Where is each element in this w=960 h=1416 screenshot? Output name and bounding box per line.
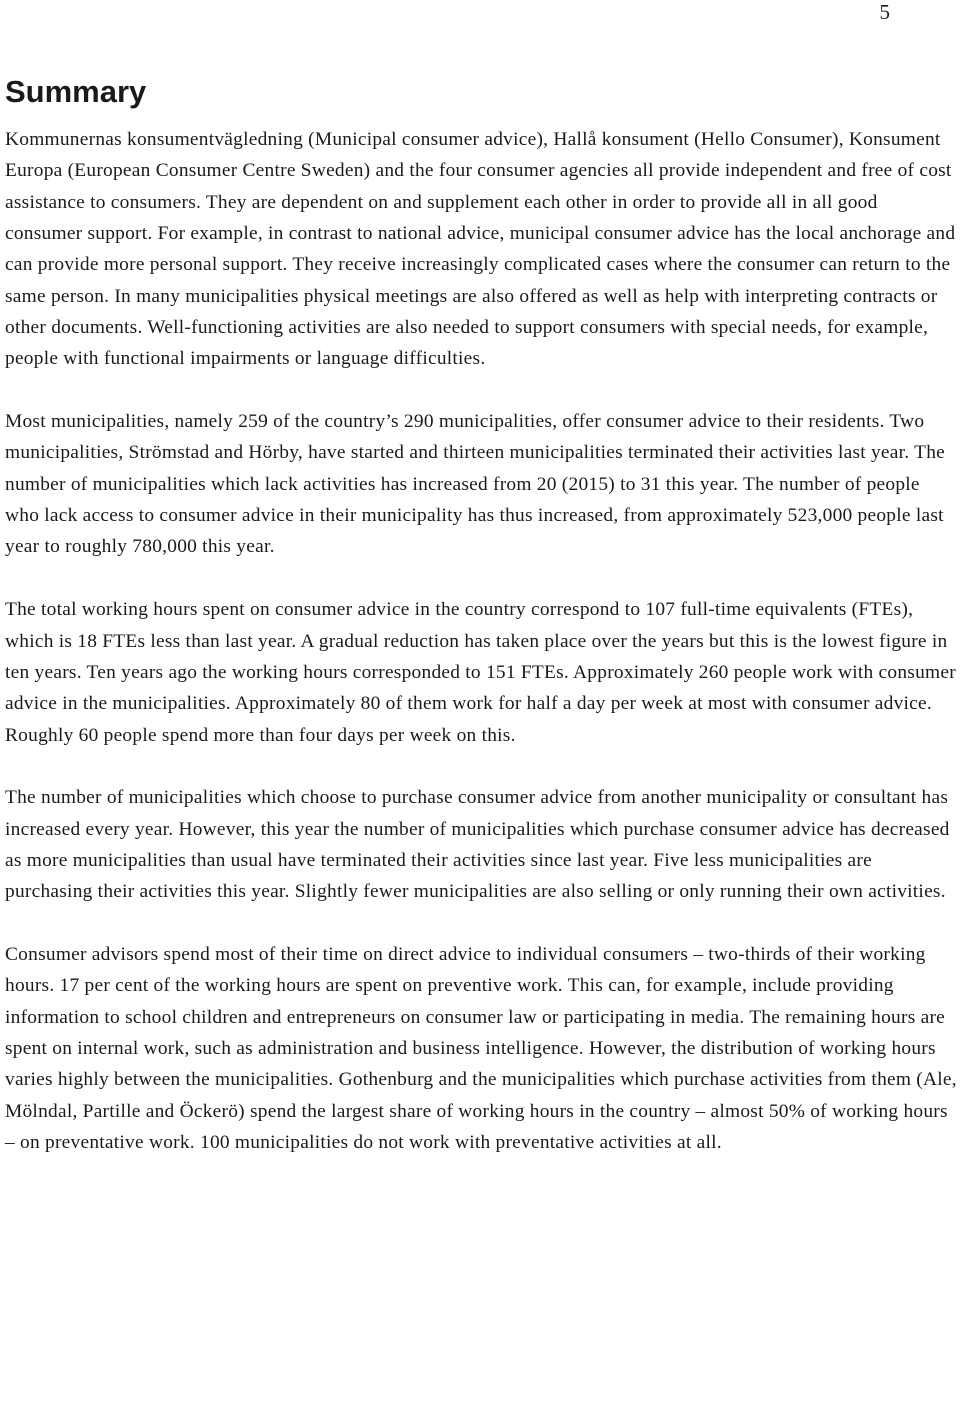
page-number: 5	[879, 0, 890, 24]
paragraph-time-distribution: Consumer advisors spend most of their time on direct advice to individual consumers – two-thirds of their working hours. 17 per cent of the working hours are spent on preventive work. This can, for example, include providing information to school children and entrepreneurs on consumer law or participating in media. The remaining hours are spent on internal work, such as administration and business intelligence. However, the distribution of working hours varies highly between the municipalities. Gothenburg and the municipalities which purchase activities from them (Ale, Mölndal, Partille and Öckerö) spend the largest share of working hours in the country – almost 50% of working hours – on preventative work. 100 municipalities do not work with preventative activities at all.	[5, 943, 957, 1153]
paragraph-municipal-coverage: Most municipalities, namely 259 of the country’s 290 municipalities, offer consumer advice to their residents. Two municipalities, Strömstad and Hörby, have started and thirteen municipalities terminated their activities last year. The number of municipalities which lack activities has increased from 20 (2015) to 31 this year. The number of people who lack access to consumer advice in their municipality has thus increased, from approximately 523,000 people last year to roughly 780,000 this year.	[5, 411, 946, 558]
paragraph-consumer-support: Kommunernas konsumentvägledning (Municipal consumer advice), Hallå konsument (Hello Consumer), Konsument Europa (European Consumer Centre Sweden) and the four consumer agencies all provide independent and free of cost assistance to consumers. They are dependent on and supplement each other in order to provide all in all good consumer support. For example, in contrast to national advice, municipal consumer advice has the local anchorage and can provide more personal support. They receive increasingly complicated cases where the consumer can return to the same person. In many municipalities physical meetings are also offered as well as help with interpreting contracts or other documents. Well-functioning activities are also needed to support consumers with special needs, for example, people with functional impairments or language difficulties.	[5, 129, 956, 370]
summary-body	[5, 124, 958, 1158]
paragraph-purchasing: The number of municipalities which choose to purchase consumer advice from another municipality or consultant has increased every year. However, this year the number of municipalities which purchase consumer advice has decreased as more municipalities than usual have terminated their activities since last year. Five less municipalities are purchasing their activities this year. Slightly fewer municipalities are also selling or only running their own activities.	[5, 787, 950, 903]
paragraph-working-hours: The total working hours spent on consumer advice in the country correspond to 107 full-time equivalents (FTEs), which is 18 FTEs less than last year. A gradual reduction has taken place over the years but this is the lowest figure in ten years. Ten years ago the working hours corresponded to 151 FTEs. Approximately 260 people work with consumer advice in the municipalities. Approximately 80 of them work for half a day per week at most with consumer advice. Roughly 60 people spend more than four days per week on this.	[5, 599, 956, 746]
page-title: Summary	[5, 74, 147, 109]
